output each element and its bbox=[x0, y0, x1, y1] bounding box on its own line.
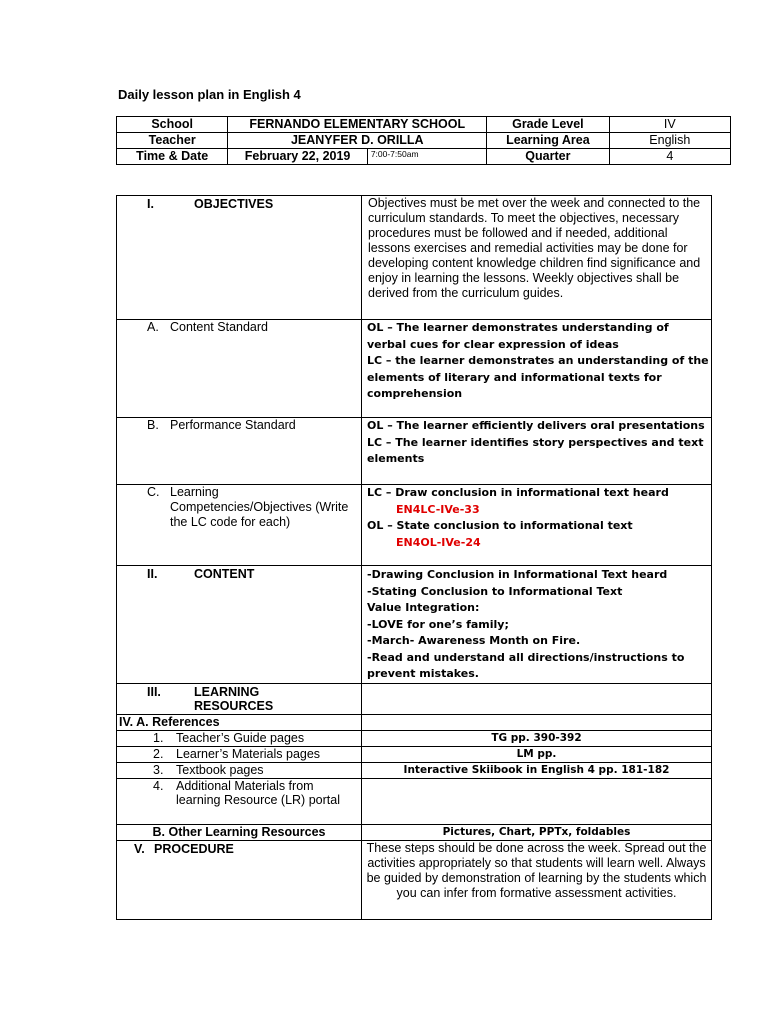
competencies-row bbox=[117, 485, 712, 566]
date-value: February 22, 2019 bbox=[228, 149, 367, 165]
content-heading bbox=[117, 567, 361, 581]
teacher-label: Teacher bbox=[117, 133, 228, 149]
content-standard-lc: LC – the learner demonstrates an understanding of the elements of literary and informational texts for comprehension bbox=[367, 354, 709, 400]
item-number: A. bbox=[147, 320, 159, 334]
learning-resources-heading bbox=[117, 685, 361, 713]
objectives-heading bbox=[117, 197, 361, 211]
reference-value: LM pp. bbox=[362, 746, 712, 762]
references-row bbox=[117, 714, 712, 730]
grade-value: IV bbox=[609, 117, 730, 133]
other-resources-label: B. Other Learning Resources bbox=[152, 824, 326, 839]
item-number: 3. bbox=[153, 762, 164, 777]
item-number: 2. bbox=[153, 746, 164, 761]
section-number: I. bbox=[147, 197, 154, 211]
performance-standard-lc: LC – The learner identifies story perspectives and text elements bbox=[367, 435, 704, 465]
school-value: FERNANDO ELEMENTARY SCHOOL bbox=[228, 117, 487, 133]
competency-ol-code: EN4OL-IVe-24 bbox=[396, 535, 481, 549]
learning-resources-row bbox=[117, 683, 712, 714]
grade-label: Grade Level bbox=[487, 117, 609, 133]
table-row bbox=[117, 746, 712, 762]
section-label: LEARNING RESOURCES bbox=[194, 684, 274, 713]
performance-standard-ol: OL – The learner efficiently delivers oral presentations bbox=[367, 419, 705, 432]
reference-label: Additional Materials from learning Resource (LR) portal bbox=[176, 778, 340, 807]
header-table bbox=[116, 116, 731, 165]
objectives-row bbox=[117, 196, 712, 320]
reference-label: Learner’s Materials pages bbox=[176, 746, 321, 761]
references-heading: IV. A. References bbox=[119, 714, 220, 729]
reference-value: TG pp. 390-392 bbox=[362, 730, 712, 746]
table-row bbox=[117, 778, 712, 824]
content-line: -Read and understand all directions/instructions to prevent mistakes. bbox=[367, 650, 685, 680]
content-line: -March- Awareness Month on Fire. bbox=[367, 634, 581, 647]
objectives-text: Objectives must be met over the week and connected to the curriculum standards. To meet the objectives, necessary procedures must be followed and if needed, additional lessons exercises and remedial activities may be done for developing content knowledge children find significance and enjoy in learning the lessons. Weekly objectives shall be derived from the curriculum guides. bbox=[368, 196, 701, 300]
competency-ol: OL – State conclusion to informational text bbox=[367, 519, 633, 532]
teacher-value: JEANYFER D. ORILLA bbox=[228, 133, 487, 149]
performance-standard-label: Performance Standard bbox=[170, 418, 296, 432]
quarter-value: 4 bbox=[609, 149, 730, 165]
section-number: V. bbox=[134, 841, 145, 856]
content-line: Value Integration: bbox=[367, 601, 480, 614]
reference-label: Teacher’s Guide pages bbox=[176, 730, 305, 745]
lesson-plan-table bbox=[116, 195, 712, 920]
section-label: PROCEDURE bbox=[154, 841, 234, 856]
area-value: English bbox=[609, 133, 730, 149]
competency-lc: LC – Draw conclusion in informational text heard bbox=[367, 486, 669, 499]
document-title: Daily lesson plan in English 4 bbox=[118, 87, 301, 102]
content-line: -Stating Conclusion to Informational Text bbox=[367, 584, 623, 598]
section-number: II. bbox=[147, 567, 158, 581]
content-standard-row bbox=[117, 320, 712, 418]
area-label: Learning Area bbox=[487, 133, 609, 149]
item-number: 4. bbox=[153, 778, 164, 793]
school-label: School bbox=[117, 117, 228, 133]
procedure-heading bbox=[117, 842, 361, 856]
reference-value: Interactive Skiibook in English 4 pp. 181-182 bbox=[362, 762, 712, 778]
item-number: 1. bbox=[153, 730, 164, 745]
table-row bbox=[117, 762, 712, 778]
content-line: -LOVE for one’s family; bbox=[367, 617, 509, 631]
content-standard-ol: OL – The learner demonstrates understanding of verbal cues for clear expression of ideas bbox=[367, 321, 669, 351]
quarter-label: Quarter bbox=[487, 149, 609, 165]
section-number: III. bbox=[147, 684, 161, 699]
procedure-row bbox=[117, 840, 712, 919]
competencies-label: Learning Competencies/Objectives (Write the LC code for each) bbox=[170, 485, 349, 529]
content-row bbox=[117, 566, 712, 684]
section-label: OBJECTIVES bbox=[194, 197, 274, 211]
time-label: Time & Date bbox=[117, 149, 228, 165]
performance-standard-row bbox=[117, 418, 712, 485]
section-label: CONTENT bbox=[194, 567, 255, 581]
reference-value bbox=[362, 778, 712, 824]
other-resources-value: Pictures, Chart, PPTx, foldables bbox=[362, 824, 712, 840]
time-value: 7:00-7:50am bbox=[367, 149, 486, 165]
reference-label: Textbook pages bbox=[176, 762, 264, 777]
content-line: -Drawing Conclusion in Informational Text heard bbox=[367, 568, 668, 581]
content-standard-label: Content Standard bbox=[170, 320, 268, 334]
item-number: C. bbox=[147, 485, 160, 499]
table-row bbox=[117, 730, 712, 746]
item-number: B. bbox=[147, 418, 159, 432]
competency-lc-code: EN4LC-IVe-33 bbox=[396, 502, 480, 516]
procedure-text: These steps should be done across the week. Spread out the activities appropriately so that students will learn well. Always be guided by demonstration of learning by the students which you can infer from formative assessment activities. bbox=[366, 840, 707, 900]
other-resources-row bbox=[117, 824, 712, 840]
